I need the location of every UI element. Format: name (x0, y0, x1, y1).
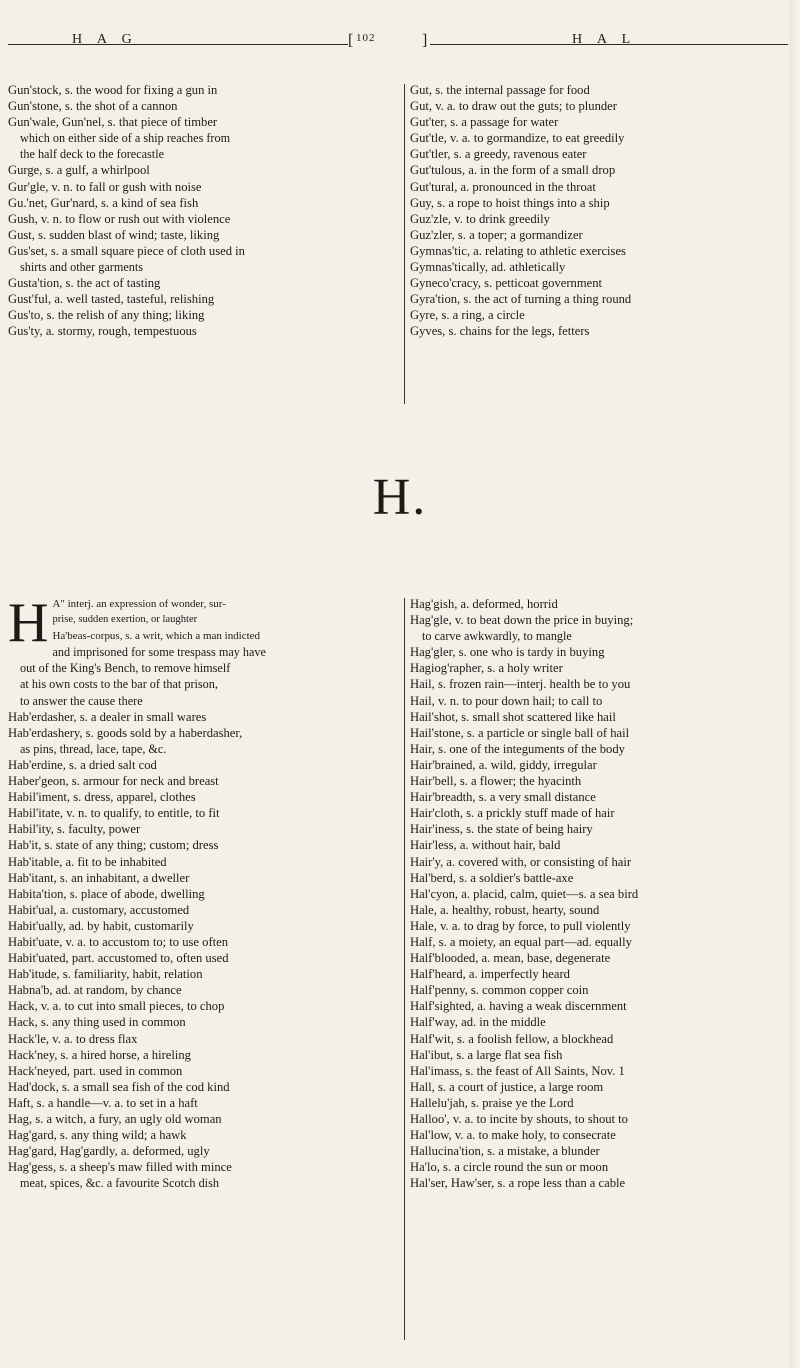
dictionary-entry: Gu.'net, Gur'nard, s. a kind of sea fish (8, 195, 199, 210)
dictionary-entry: Hag'gard, Hag'gardly, a. deformed, ugly (8, 1144, 210, 1159)
dictionary-entry: Gyves, s. chains for the legs, fetters (410, 324, 590, 339)
column-bottom-right (410, 596, 795, 1191)
header-bar: ] (422, 32, 434, 49)
dictionary-entry: Hag'gle, v. to beat down the price in buying; (410, 613, 634, 628)
dictionary-entry: A" interj. an expression of wonder, sur- (52, 598, 226, 610)
header-guide-right: H A L (572, 32, 637, 47)
dictionary-entry: Hag'gish, a. deformed, horrid (410, 597, 558, 611)
dictionary-entry: Gusta'tion, s. the act of tasting (8, 276, 161, 291)
dictionary-entry: which on either side of a ship reaches from (20, 131, 231, 146)
dictionary-entry: Gut'ter, s. a passage for water (410, 115, 559, 130)
dictionary-entry: Hair'bell, s. a flower; the hyacinth (410, 774, 582, 789)
column-divider-bottom (404, 598, 405, 1340)
dictionary-entry: Hal'cyon, a. placid, calm, quiet—s. a sea bird (410, 886, 639, 901)
column-bottom-left (8, 592, 400, 1191)
drop-cap: H (8, 592, 49, 654)
dictionary-entry: Hab'itant, s. an inhabitant, a dweller (8, 870, 190, 885)
dictionary-entry: Hab'itable, a. fit to be inhabited (8, 854, 167, 869)
dictionary-entry: Hagiog'rapher, s. a holy writer (410, 661, 563, 676)
dictionary-entry: Habit'uated, part. accustomed to, often used (8, 951, 229, 966)
dictionary-entry: shirts and other garments (20, 260, 144, 275)
dictionary-entry: Hack'le, v. a. to dress flax (8, 1031, 138, 1046)
dictionary-entry: at his own costs to the bar of that prison, (20, 677, 218, 692)
dictionary-entry: Hag'gard, s. any thing wild; a hawk (8, 1128, 187, 1143)
dictionary-entry: Habit'ual, a. customary, accustomed (8, 902, 190, 917)
dictionary-entry: Hag'gler, s. one who is tardy in buying (410, 645, 605, 660)
dictionary-entry: as pins, thread, lace, tape, &c. (20, 741, 167, 756)
dictionary-entry: Guz'zle, v. to drink greedily (410, 211, 550, 226)
dictionary-entry: Hack'ney, s. a hired horse, a hireling (8, 1047, 191, 1062)
dictionary-entry: Habit'uate, v. a. to accustom to; to use often (8, 934, 229, 949)
dictionary-entry: Gyneco'cracy, s. petticoat government (410, 276, 603, 291)
dictionary-entry: and imprisoned for some trespass may have (52, 645, 266, 660)
dictionary-entry: to carve awkwardly, to mangle (422, 629, 572, 644)
dictionary-entry: Gut'tle, v. a. to gormandize, to eat greedily (410, 131, 625, 146)
dictionary-entry: Half'sighted, a. having a weak discernment (410, 999, 627, 1014)
dictionary-entry: Half'heard, a. imperfectly heard (410, 967, 570, 982)
dictionary-entry: the half deck to the forecastle (20, 147, 164, 162)
dictionary-entry: Hall, s. a court of justice, a large room (410, 1079, 604, 1094)
page-edge (789, 0, 800, 1368)
dictionary-entry: Hal'low, v. a. to make holy, to consecrate (410, 1128, 616, 1143)
column-top-right (410, 82, 795, 340)
dictionary-entry: Gut'tler, s. a greedy, ravenous eater (410, 147, 587, 162)
dictionary-entry: Hair'less, a. without hair, bald (410, 838, 561, 853)
dictionary-entry: Hallucina'tion, s. a mistake, a blunder (410, 1144, 600, 1159)
running-header (0, 30, 800, 64)
dictionary-entry: Gymnas'tic, a. relating to athletic exercises (410, 243, 626, 258)
dictionary-entry: Half'penny, s. common copper coin (410, 983, 589, 998)
dictionary-entry: Hail'stone, s. a particle or single ball of hail (410, 725, 630, 740)
dictionary-entry: Hair'brained, a. wild, giddy, irregular (410, 757, 597, 772)
dictionary-entry: Halloo', v. a. to incite by shouts, to shout to (410, 1112, 628, 1126)
dictionary-entry: Had'dock, s. a small sea fish of the cod kind (8, 1079, 230, 1094)
dictionary-entry: Half'way, ad. in the middle (410, 1015, 546, 1030)
dictionary-entry: Ha'beas-corpus, s. a writ, which a man indicted (52, 630, 261, 643)
dictionary-entry: Haber'geon, s. armour for neck and breast (8, 774, 219, 789)
dictionary-entry: meat, spices, &c. a favourite Scotch dish (20, 1176, 219, 1191)
dictionary-entry: Half'blooded, a. mean, base, degenerate (410, 951, 611, 966)
dictionary-entry: to answer the cause there (20, 693, 143, 708)
dictionary-entry: Hab'itude, s. familiarity, habit, relation (8, 967, 203, 982)
dictionary-entry: Habna'b, ad. at random, by chance (8, 983, 182, 998)
dictionary-entry: Gun'stock, s. the wood for fixing a gun in (8, 83, 218, 97)
dictionary-entry: Hack, v. a. to cut into small pieces, to chop (8, 999, 225, 1014)
dictionary-entry: Hal'berd, s. a soldier's battle-axe (410, 870, 574, 885)
dictionary-entry: Gus'set, s. a small square piece of cloth used in (8, 243, 245, 258)
dictionary-entry: Hal'ser, Haw'ser, s. a rope less than a cable (410, 1176, 626, 1191)
dictionary-entry: Hab'erdashery, s. goods sold by a haberdasher, (8, 725, 243, 740)
dictionary-entry: Habita'tion, s. place of abode, dwelling (8, 886, 205, 901)
dictionary-entry: out of the King's Bench, to remove himself (20, 661, 231, 676)
dictionary-entry: Hab'erdine, s. a dried salt cod (8, 757, 157, 772)
dictionary-entry: Half, s. a moiety, an equal part—ad. equally (410, 934, 632, 949)
dictionary-entry: Gut'tulous, a. in the form of a small drop (410, 163, 616, 178)
dictionary-entry: Half'wit, s. a foolish fellow, a blockhead (410, 1031, 614, 1046)
dictionary-entry: Hail, s. frozen rain—interj. health be to you (410, 677, 631, 692)
dictionary-entry: Gus'to, s. the relish of any thing; liking (8, 308, 205, 323)
section-letter: H. (372, 469, 428, 526)
dictionary-entry: Guz'zler, s. a toper; a gormandizer (410, 227, 583, 242)
header-guide-left: H A G (72, 32, 138, 47)
dictionary-entry: Gut, s. the internal passage for food (410, 83, 590, 97)
dictionary-entry: Hack'neyed, part. used in common (8, 1063, 183, 1078)
dictionary-entry: Hair'breadth, s. a very small distance (410, 790, 596, 805)
dictionary-entry: Hair'cloth, s. a prickly stuff made of hair (410, 806, 615, 821)
dictionary-entry: Ha'lo, s. a circle round the sun or moon (410, 1160, 609, 1175)
dictionary-entry: Gyra'tion, s. the act of turning a thing round (410, 292, 632, 307)
dictionary-entry: Hab'it, s. state of any thing; custom; dress (8, 838, 219, 853)
dictionary-entry: Habit'ually, ad. by habit, customarily (8, 918, 194, 933)
dictionary-entry: Gyre, s. a ring, a circle (410, 308, 525, 323)
dictionary-entry: Gun'wale, Gun'nel, s. that piece of timber (8, 115, 218, 130)
dictionary-entry: prise, sudden exertion, or laughter (52, 614, 198, 626)
dictionary-entry: Hallelu'jah, s. praise ye the Lord (410, 1095, 574, 1110)
dictionary-entry: Guy, s. a rope to hoist things into a ship (410, 195, 610, 210)
dictionary-entry: Hag, s. a witch, a fury, an ugly old woman (8, 1112, 222, 1126)
dictionary-entry: Gymnas'tically, ad. athletically (410, 260, 566, 275)
dictionary-entry: Gush, v. n. to flow or rush out with violence (8, 211, 231, 226)
dictionary-entry: Gut, v. a. to draw out the guts; to plunder (410, 99, 617, 114)
dictionary-entry: Habil'itate, v. n. to qualify, to entitle, to fit (8, 806, 220, 821)
dictionary-entry: Hag'gess, s. a sheep's maw filled with mince (8, 1160, 232, 1175)
dictionary-entry: Gun'stone, s. the shot of a cannon (8, 99, 178, 114)
dictionary-entry: Gust, s. sudden blast of wind; taste, liking (8, 227, 220, 242)
dictionary-entry: Gut'tural, a. pronounced in the throat (410, 179, 596, 194)
dictionary-entry: Hal'imass, s. the feast of All Saints, Nov. 1 (410, 1063, 625, 1078)
dictionary-entry: Gur'gle, v. n. to fall or gush with noise (8, 179, 202, 194)
dictionary-entry: Hale, v. a. to drag by force, to pull violently (410, 918, 631, 933)
dictionary-entry: Hab'erdasher, s. a dealer in small wares (8, 709, 207, 724)
dictionary-entry: Hair'iness, s. the state of being hairy (410, 822, 593, 837)
dictionary-entry: Hal'ibut, s. a large flat sea fish (410, 1047, 563, 1062)
dictionary-entry: Hail'shot, s. small shot scattered like hail (410, 709, 616, 724)
column-divider-top (404, 84, 405, 404)
dictionary-entry: Hale, a. healthy, robust, hearty, sound (410, 902, 600, 917)
header-rule-left (8, 44, 348, 45)
dictionary-entry: Gurge, s. a gulf, a whirlpool (8, 163, 150, 178)
header-bracket: [ (348, 32, 360, 49)
page-number: 102 (356, 32, 376, 44)
dictionary-entry: Haft, s. a handle—v. a. to set in a haft (8, 1095, 198, 1110)
dictionary-entry: Gus'ty, a. stormy, rough, tempestuous (8, 324, 197, 339)
dictionary-entry: Habil'ity, s. faculty, power (8, 822, 141, 837)
column-top-left (8, 82, 400, 340)
dictionary-entry: Hack, s. any thing used in common (8, 1015, 186, 1030)
dictionary-entry: Habil'iment, s. dress, apparel, clothes (8, 790, 196, 805)
dictionary-entry: Gust'ful, a. well tasted, tasteful, relishing (8, 292, 215, 307)
dictionary-entry: Hail, v. n. to pour down hail; to call to (410, 693, 603, 708)
dictionary-entry: Hair, s. one of the integuments of the body (410, 741, 625, 756)
dictionary-entry: Hair'y, a. covered with, or consisting of hair (410, 854, 632, 869)
